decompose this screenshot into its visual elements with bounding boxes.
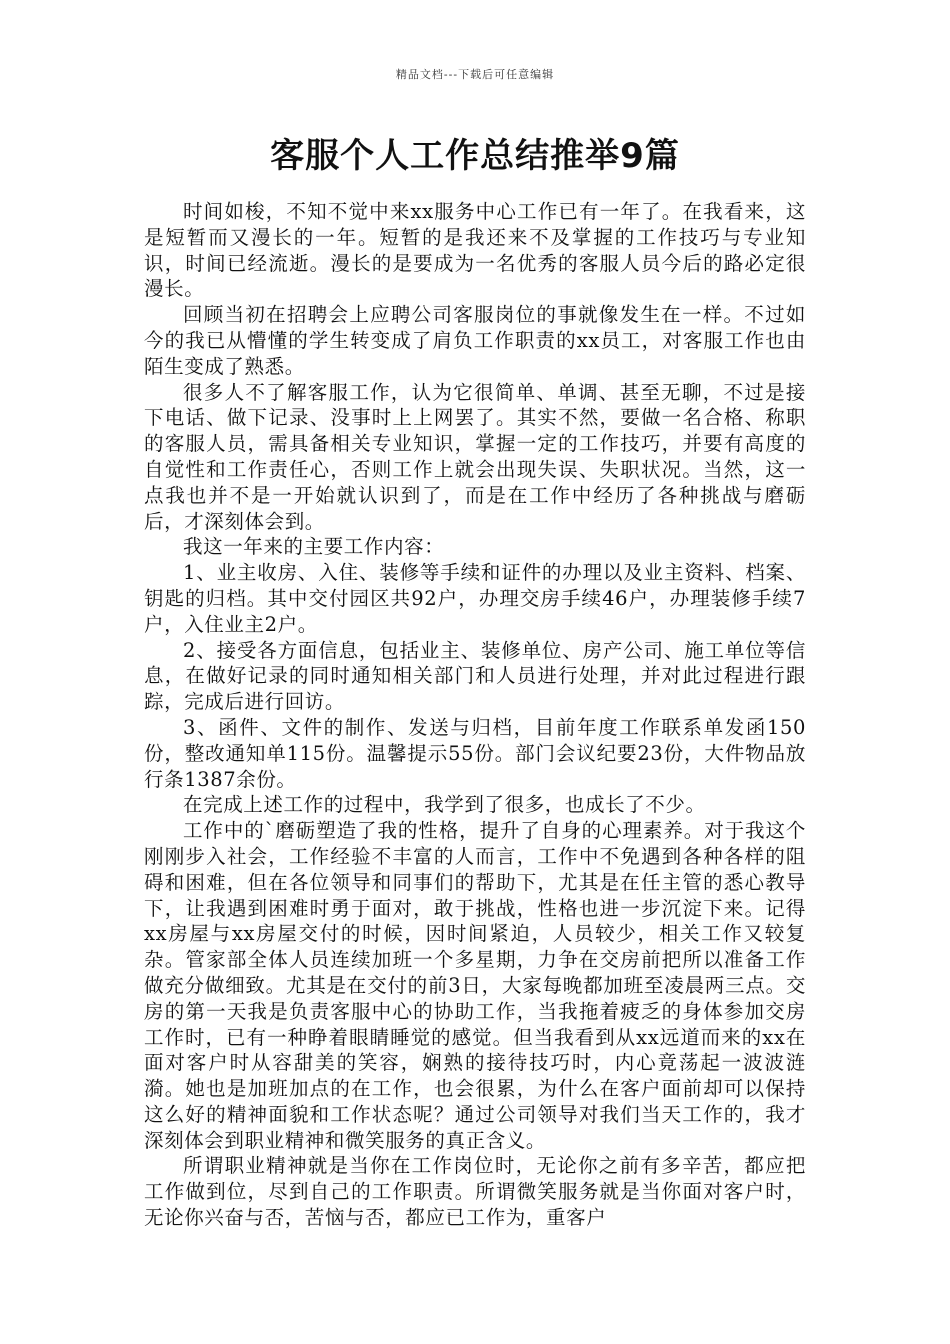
- paragraph: 在完成上述工作的过程中，我学到了很多，也成长了不少。: [183, 793, 706, 817]
- paragraph: 工作中的`磨砺塑造了我的性格，提升了自身的心理素养。对于我这个刚刚步入社会，工作经验不丰富的人而言，工作中不免遇到各种各样的阻碍和困难，但在各位领导和同事们的帮助下，尤其是在任主管的悉心教导下，让我遇到困难时勇于面对，敢于挑战，性格也进一步沉淀下来。记得xx房屋与xx房屋交付的时候，因时间紧迫，人员较少，相关工作又较复杂。管家部全体人员连续加班一个多星期，力争在交房前把所以准备工作做充分做细致。尤其是在交付的前3日，大家每晚都加班至凌晨两三点。交房的第一天我是负责客服中心的协助工作，当我拖着疲乏的身体参加交房工作时，已有一种睁着眼睛睡觉的感觉。但当我看到从xx远道而来的xx在面对客户时从容甜美的笑容，娴熟的接待技巧时，内心竟荡起一波波涟漪。她也是加班加点的在工作，也会很累，为什么在客户面前却可以保持这么好的精神面貌和工作状态呢？通过公司领导对我们当天工作的，我才深刻体会到职业精神和微笑服务的真正含义。: [144, 819, 806, 1152]
- paragraph: 2、接受各方面信息，包括业主、装修单位、房产公司、施工单位等信息，在做好记录的同时通知相关部门和人员进行处理，并对此过程进行跟踪，完成后进行回访。: [144, 638, 806, 714]
- header-note: 精品文档---下载后可任意编辑: [395, 68, 555, 81]
- paragraph: 我这一年来的主要工作内容：: [183, 535, 445, 559]
- document-body: [144, 199, 806, 1244]
- paragraph: 3、函件、文件的制作、发送与归档，目前年度工作联系单发函150份，整改通知单115份。温馨提示55份。部门会议纪要23份，大件物品放行条1387余份。: [144, 715, 806, 791]
- paragraph: 所谓职业精神就是当你在工作岗位时，无论你之前有多辛苦，都应把工作做到位，尽到自己的工作职责。所谓微笑服务就是当你面对客户时，无论你兴奋与否，苦恼与否，都应已工作为，重客户: [144, 1154, 806, 1230]
- paragraph: 很多人不了解客服工作，认为它很简单、单调、甚至无聊，不过是接下电话、做下记录、没事时上上网罢了。其实不然，要做一名合格、称职的客服人员，需具备相关专业知识，掌握一定的工作技巧，并要有高度的自觉性和工作责任心，否则工作上就会出现失误、失职状况。当然，这一点我也并不是一开始就认识到了，而是在工作中经历了各种挑战与磨砺后，才深刻体会到。: [144, 380, 806, 533]
- paragraph: 1、业主收房、入住、装修等手续和证件的办理以及业主资料、档案、钥匙的归档。其中交付园区共92户，办理交房手续46户，办理装修手续7户，入住业主2户。: [144, 561, 806, 636]
- document-title: 客服个人工作总结推举9篇: [270, 136, 680, 176]
- paragraph: 时间如梭，不知不觉中来xx服务中心工作已有一年了。在我看来，这是短暂而又漫长的一年。短暂的是我还来不及掌握的工作技巧与专业知识，时间已经流逝。漫长的是要成为一名优秀的客服人员今后的路必定很漫长。: [144, 200, 806, 301]
- paragraph: 回顾当初在招聘会上应聘公司客服岗位的事就像发生在一样。不过如今的我已从懵懂的学生转变成了肩负工作职责的xx员工，对客服工作也由陌生变成了熟悉。: [144, 303, 806, 378]
